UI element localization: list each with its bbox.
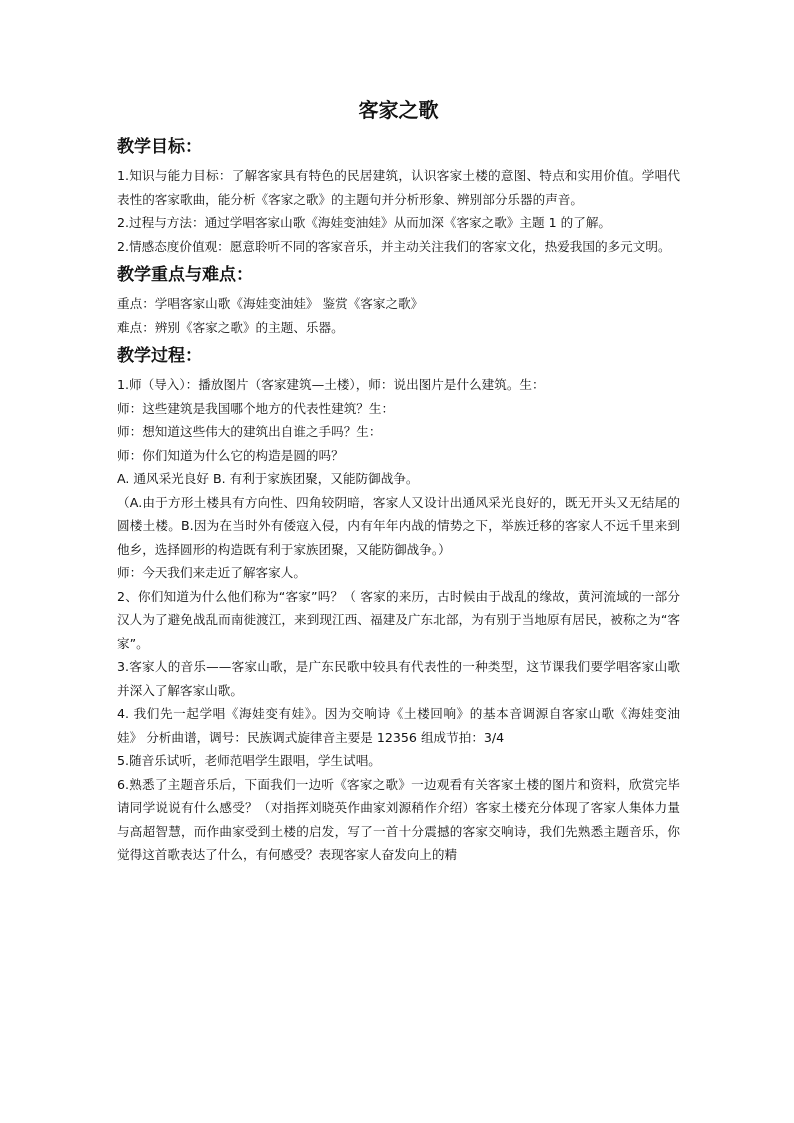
section-heading-process: 教学过程：	[117, 346, 202, 366]
section-heading-goals: 教学目标：	[117, 137, 202, 157]
process-line-2: 师：这些建筑是我国哪个地方的代表性建筑？生：	[117, 400, 395, 416]
process-line-10: 4. 我们先一起学唱《海娃变有娃》。因为交响诗《土楼回响》的基本音调源自客家山歌《海娃变油娃》 分析曲谱，调号：民族调式旋律音主要是 12356 组成节拍：3/4	[117, 706, 680, 745]
process-line-6: （A.由于方形土楼具有方向性、四角较阴暗，客家人又设计出通风采光良好的，既无开头又无结尾的圆楼土楼。B.因为在当时外有倭寇入侵，内有年年内战的情势之下，举族迁移的客家人不远千里来到他乡，选择圆形的构造既有利于家族团聚，又能防御战争。）	[117, 494, 680, 557]
goal-line-2: 2.过程与方法：通过学唱客家山歌《海娃变油娃》从而加深《客家之歌》主题 1 的了解。	[117, 215, 612, 230]
page-title: 客家之歌	[358, 98, 439, 122]
process-line-11: 5.随音乐试听，老师范唱学生跟唱，学生试唱。	[117, 753, 381, 768]
process-line-12: 6.熟悉了主题音乐后，下面我们一边听《客家之歌》一边观看有关客家土楼的图片和资料，欣赏完毕请同学说说有什么感受？（对指挥刘晓英作曲家刘源稍作介绍）客家土楼充分体现了客家人集体力量与高超智慧，而作曲家受到土楼的启发，写了一首十分震撼的客家交响诗，我们先熟悉主题音乐，你觉得这首歌表达了什么，有何感受？表现客家人奋发向上的精	[117, 776, 680, 862]
goal-line-3: 2.情感态度价值观：愿意聆听不同的客家音乐，并主动关注我们的客家文化，热爱我国的多元文明。	[117, 238, 671, 254]
process-line-1: 1.师（导入）：播放图片（客家建筑—土楼），师：说出图片是什么建筑。生：	[117, 377, 545, 392]
key-point-line-2: 难点：辨别《客家之歌》的主题、乐器。	[117, 319, 344, 335]
process-line-7: 师：今天我们来走近了解客家人。	[117, 565, 306, 580]
process-line-5: A. 通风采光良好 B. 有利于家族团聚，又能防御战争。	[117, 471, 419, 486]
goal-line-1: 1.知识与能力目标：了解客家具有特色的民居建筑，认识客家土楼的意图、特点和实用价值。学唱代表性的客家歌曲，能分析《客家之歌》的主题句并分析形象、辨别部分乐器的声音。	[117, 168, 680, 207]
process-line-9: 3.客家人的音乐——客家山歌，是广东民歌中较具有代表性的一种类型，这节课我们要学唱客家山歌并深入了解客家山歌。	[117, 659, 680, 698]
process-line-4: 师：你们知道为什么它的构造是圆的吗？	[117, 447, 344, 463]
key-point-line-1: 重点：学唱客家山歌《海娃变油娃》 鉴赏《客家之歌》	[117, 296, 424, 311]
process-line-3: 师：想知道这些伟大的建筑出自谁之手吗？生：	[117, 424, 382, 439]
process-line-8: 2、你们知道为什么他们称为“客家”吗？（ 客家的来历，古时候由于战乱的缘故，黄河流域的一部分汉人为了避免战乱而南徙渡江，来到现江西、福建及广东北部，为有别于当地原有居民，被称之为“客家”。	[117, 588, 680, 651]
section-heading-key-points: 教学重点与难点：	[117, 265, 253, 285]
